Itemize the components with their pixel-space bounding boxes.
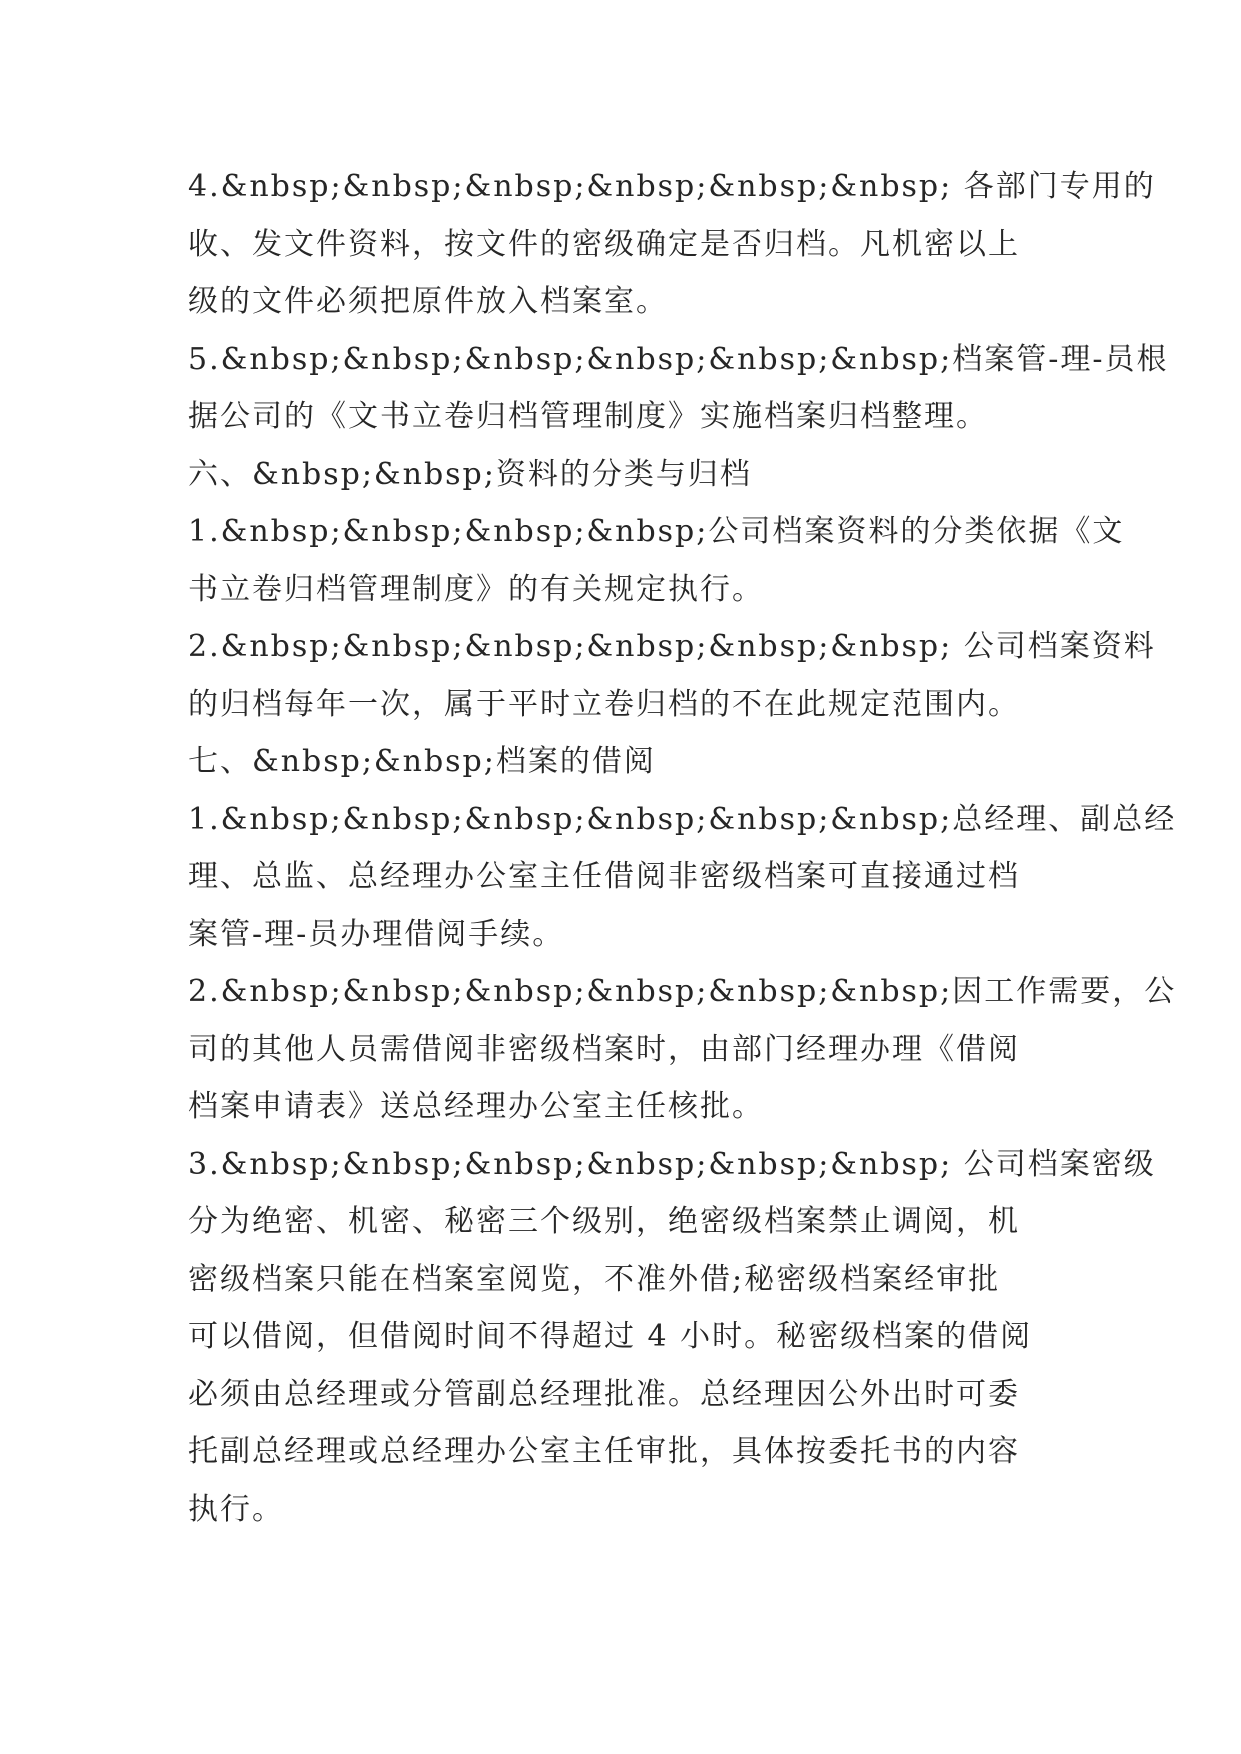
text-line: 案管-理-员办理借阅手续。 (188, 916, 565, 952)
text-line: 司的其他人员需借阅非密级档案时，由部门经理办理《借阅 (188, 1031, 1020, 1067)
section-heading: 六、&nbsp;&nbsp;资料的分类与归档 (188, 456, 752, 492)
document-body (188, 158, 1177, 1538)
text-line: 1.&nbsp;&nbsp;&nbsp;&nbsp;&nbsp;&nbsp;总经理、副总经 (188, 801, 1177, 837)
text-line: 书立卷归档管理制度》的有关规定执行。 (188, 571, 764, 607)
section-heading: 七、&nbsp;&nbsp;档案的借阅 (188, 744, 656, 779)
text-line: 档案申请表》送总经理办公室主任核批。 (188, 1089, 764, 1124)
text-line: 3.&nbsp;&nbsp;&nbsp;&nbsp;&nbsp;&nbsp; 公司档案密级 (188, 1146, 1156, 1182)
text-line: 的归档每年一次，属于平时立卷归档的不在此规定范围内。 (188, 686, 1020, 722)
text-line: 托副总经理或总经理办公室主任审批，具体按委托书的内容 (188, 1434, 1020, 1469)
text-line: 据公司的《文书立卷归档管理制度》实施档案归档整理。 (188, 399, 988, 434)
text-line: 必须由总经理或分管副总经理批准。总经理因公外出时可委 (188, 1376, 1020, 1412)
text-line: 级的文件必须把原件放入档案室。 (188, 284, 668, 319)
text-line: 可以借阅，但借阅时间不得超过 4 小时。秘密级档案的借阅 (188, 1319, 1033, 1354)
text-line: 收、发文件资料，按文件的密级确定是否归档。凡机密以上 (188, 226, 1020, 262)
text-line: 分为绝密、机密、秘密三个级别，绝密级档案禁止调阅，机 (188, 1204, 1020, 1239)
text-line: 执行。 (188, 1491, 284, 1527)
text-line: 5.&nbsp;&nbsp;&nbsp;&nbsp;&nbsp;&nbsp;档案管-理-员根 (188, 341, 1169, 377)
text-line: 1.&nbsp;&nbsp;&nbsp;&nbsp;公司档案资料的分类依据《文 (188, 514, 1125, 549)
text-line: 密级档案只能在档案室阅览，不准外借;秘密级档案经审批 (188, 1261, 1001, 1297)
text-line: 4.&nbsp;&nbsp;&nbsp;&nbsp;&nbsp;&nbsp; 各部门专用的 (188, 169, 1156, 204)
text-line: 理、总监、总经理办公室主任借阅非密级档案可直接通过档 (188, 859, 1020, 894)
text-line: 2.&nbsp;&nbsp;&nbsp;&nbsp;&nbsp;&nbsp; 公司档案资料 (188, 629, 1156, 664)
text-line: 2.&nbsp;&nbsp;&nbsp;&nbsp;&nbsp;&nbsp;因工作需要，公 (188, 974, 1177, 1009)
